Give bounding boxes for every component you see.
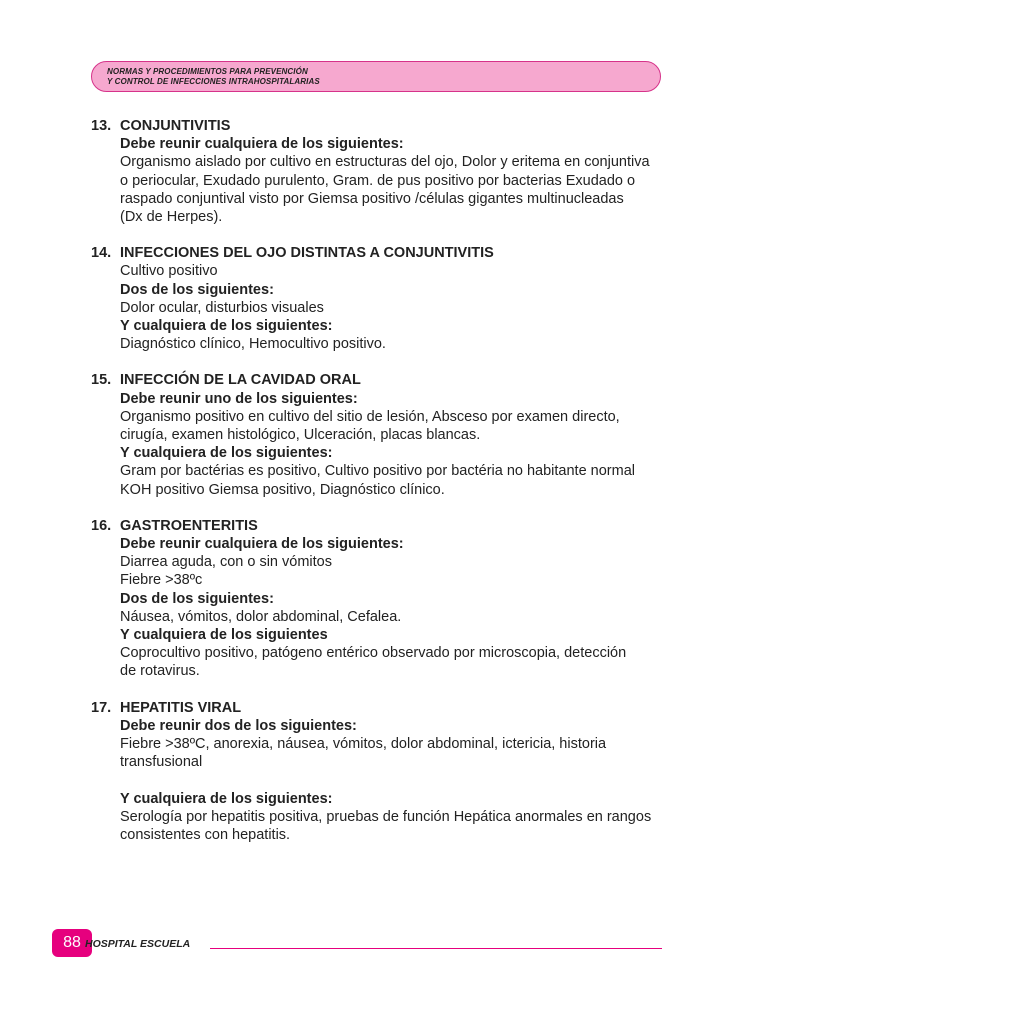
criteria-heading: Y cualquiera de los siguientes [120, 627, 328, 644]
criteria-heading: Debe reunir dos de los siguientes: [120, 717, 357, 734]
page-number-badge: 88 [52, 929, 92, 957]
criteria-text: Cultivo positivo [120, 263, 218, 280]
section-17 [91, 699, 671, 844]
section-16 [91, 517, 671, 681]
criteria-text: de rotavirus. [120, 663, 200, 680]
spacer [91, 772, 671, 790]
criteria-text: transfusional [120, 754, 203, 771]
footer-divider [210, 948, 662, 949]
section-14 [91, 244, 671, 353]
criteria-text: consistentes con hepatitis. [120, 826, 291, 843]
section-heading [91, 244, 671, 262]
section-title: HEPATITIS VIRAL [120, 699, 242, 716]
criteria-heading: Debe reunir cualquiera de los siguientes: [120, 136, 404, 153]
criteria-text: Fiebre >38ºC, anorexia, náusea, vómitos, dolor abdominal, ictericia, historia [120, 736, 607, 753]
criteria-text: cirugía, examen histológico, Ulceración, placas blancas. [120, 427, 481, 444]
criteria-text: Coprocultivo positivo, patógeno entérico observado por microscopia, detección [120, 645, 627, 662]
section-heading [91, 699, 671, 717]
criteria-text: Diagnóstico clínico, Hemocultivo positivo. [120, 336, 386, 353]
criteria-text: Diarrea aguda, con o sin vómitos [120, 554, 332, 571]
criteria-heading: Dos de los siguientes: [120, 590, 274, 607]
criteria-text: Náusea, vómitos, dolor abdominal, Cefalea. [120, 608, 402, 625]
section-number: 14. [91, 245, 112, 262]
criteria-text: (Dx de Herpes). [120, 209, 223, 226]
section-heading [91, 117, 671, 135]
criteria-text: KOH positivo Giemsa positivo, Diagnóstico clínico. [120, 481, 445, 498]
section-title: GASTROENTERITIS [120, 517, 258, 534]
criteria-heading: Debe reunir cualquiera de los siguientes: [120, 536, 404, 553]
criteria-heading: Y cualquiera de los siguientes: [120, 318, 333, 335]
criteria-heading: Dos de los siguientes: [120, 281, 274, 298]
section-number: 15. [91, 372, 112, 389]
criteria-text: Gram por bactérias es positivo, Cultivo positivo por bactéria no habitante normal [120, 463, 636, 480]
section-number: 13. [91, 118, 112, 134]
criteria-text: Serología por hepatitis positiva, pruebas de función Hepática anormales en rangos [120, 808, 652, 825]
section-15 [91, 371, 671, 498]
footer-label: HOSPITAL ESCUELA [85, 938, 191, 950]
criteria-heading: Y cualquiera de los siguientes: [120, 790, 333, 807]
section-number: 16. [91, 517, 112, 534]
document-body [91, 117, 671, 862]
section-heading [91, 517, 671, 535]
criteria-text: o periocular, Exudado purulento, Gram. de pus positivo por bacterias Exudado o [120, 172, 636, 189]
header-line-1: NORMAS Y PROCEDIMIENTOS PARA PREVENCIÓN [107, 67, 308, 76]
section-13 [91, 117, 671, 226]
criteria-text: raspado conjuntival visto por Giemsa positivo /células gigantes multinucleadas [120, 190, 624, 207]
section-number: 17. [91, 699, 112, 716]
criteria-heading: Y cualquiera de los siguientes: [120, 445, 333, 462]
section-title: CONJUNTIVITIS [120, 118, 231, 134]
section-title: INFECCIÓN DE LA CAVIDAD ORAL [120, 372, 361, 389]
criteria-text: Organismo positivo en cultivo del sitio de lesión, Absceso por examen directo, [120, 408, 620, 425]
section-title: INFECCIONES DEL OJO DISTINTAS A CONJUNTIVITIS [120, 245, 494, 262]
criteria-text: Dolor ocular, disturbios visuales [120, 299, 324, 316]
section-heading [91, 371, 671, 389]
header-line-2: Y CONTROL DE INFECCIONES INTRAHOSPITALARIAS [107, 77, 320, 86]
criteria-text: Organismo aislado por cultivo en estructuras del ojo, Dolor y eritema en conjuntiva [120, 154, 650, 171]
criteria-text: Fiebre >38ºc [120, 572, 203, 589]
criteria-heading: Debe reunir uno de los siguientes: [120, 390, 358, 407]
